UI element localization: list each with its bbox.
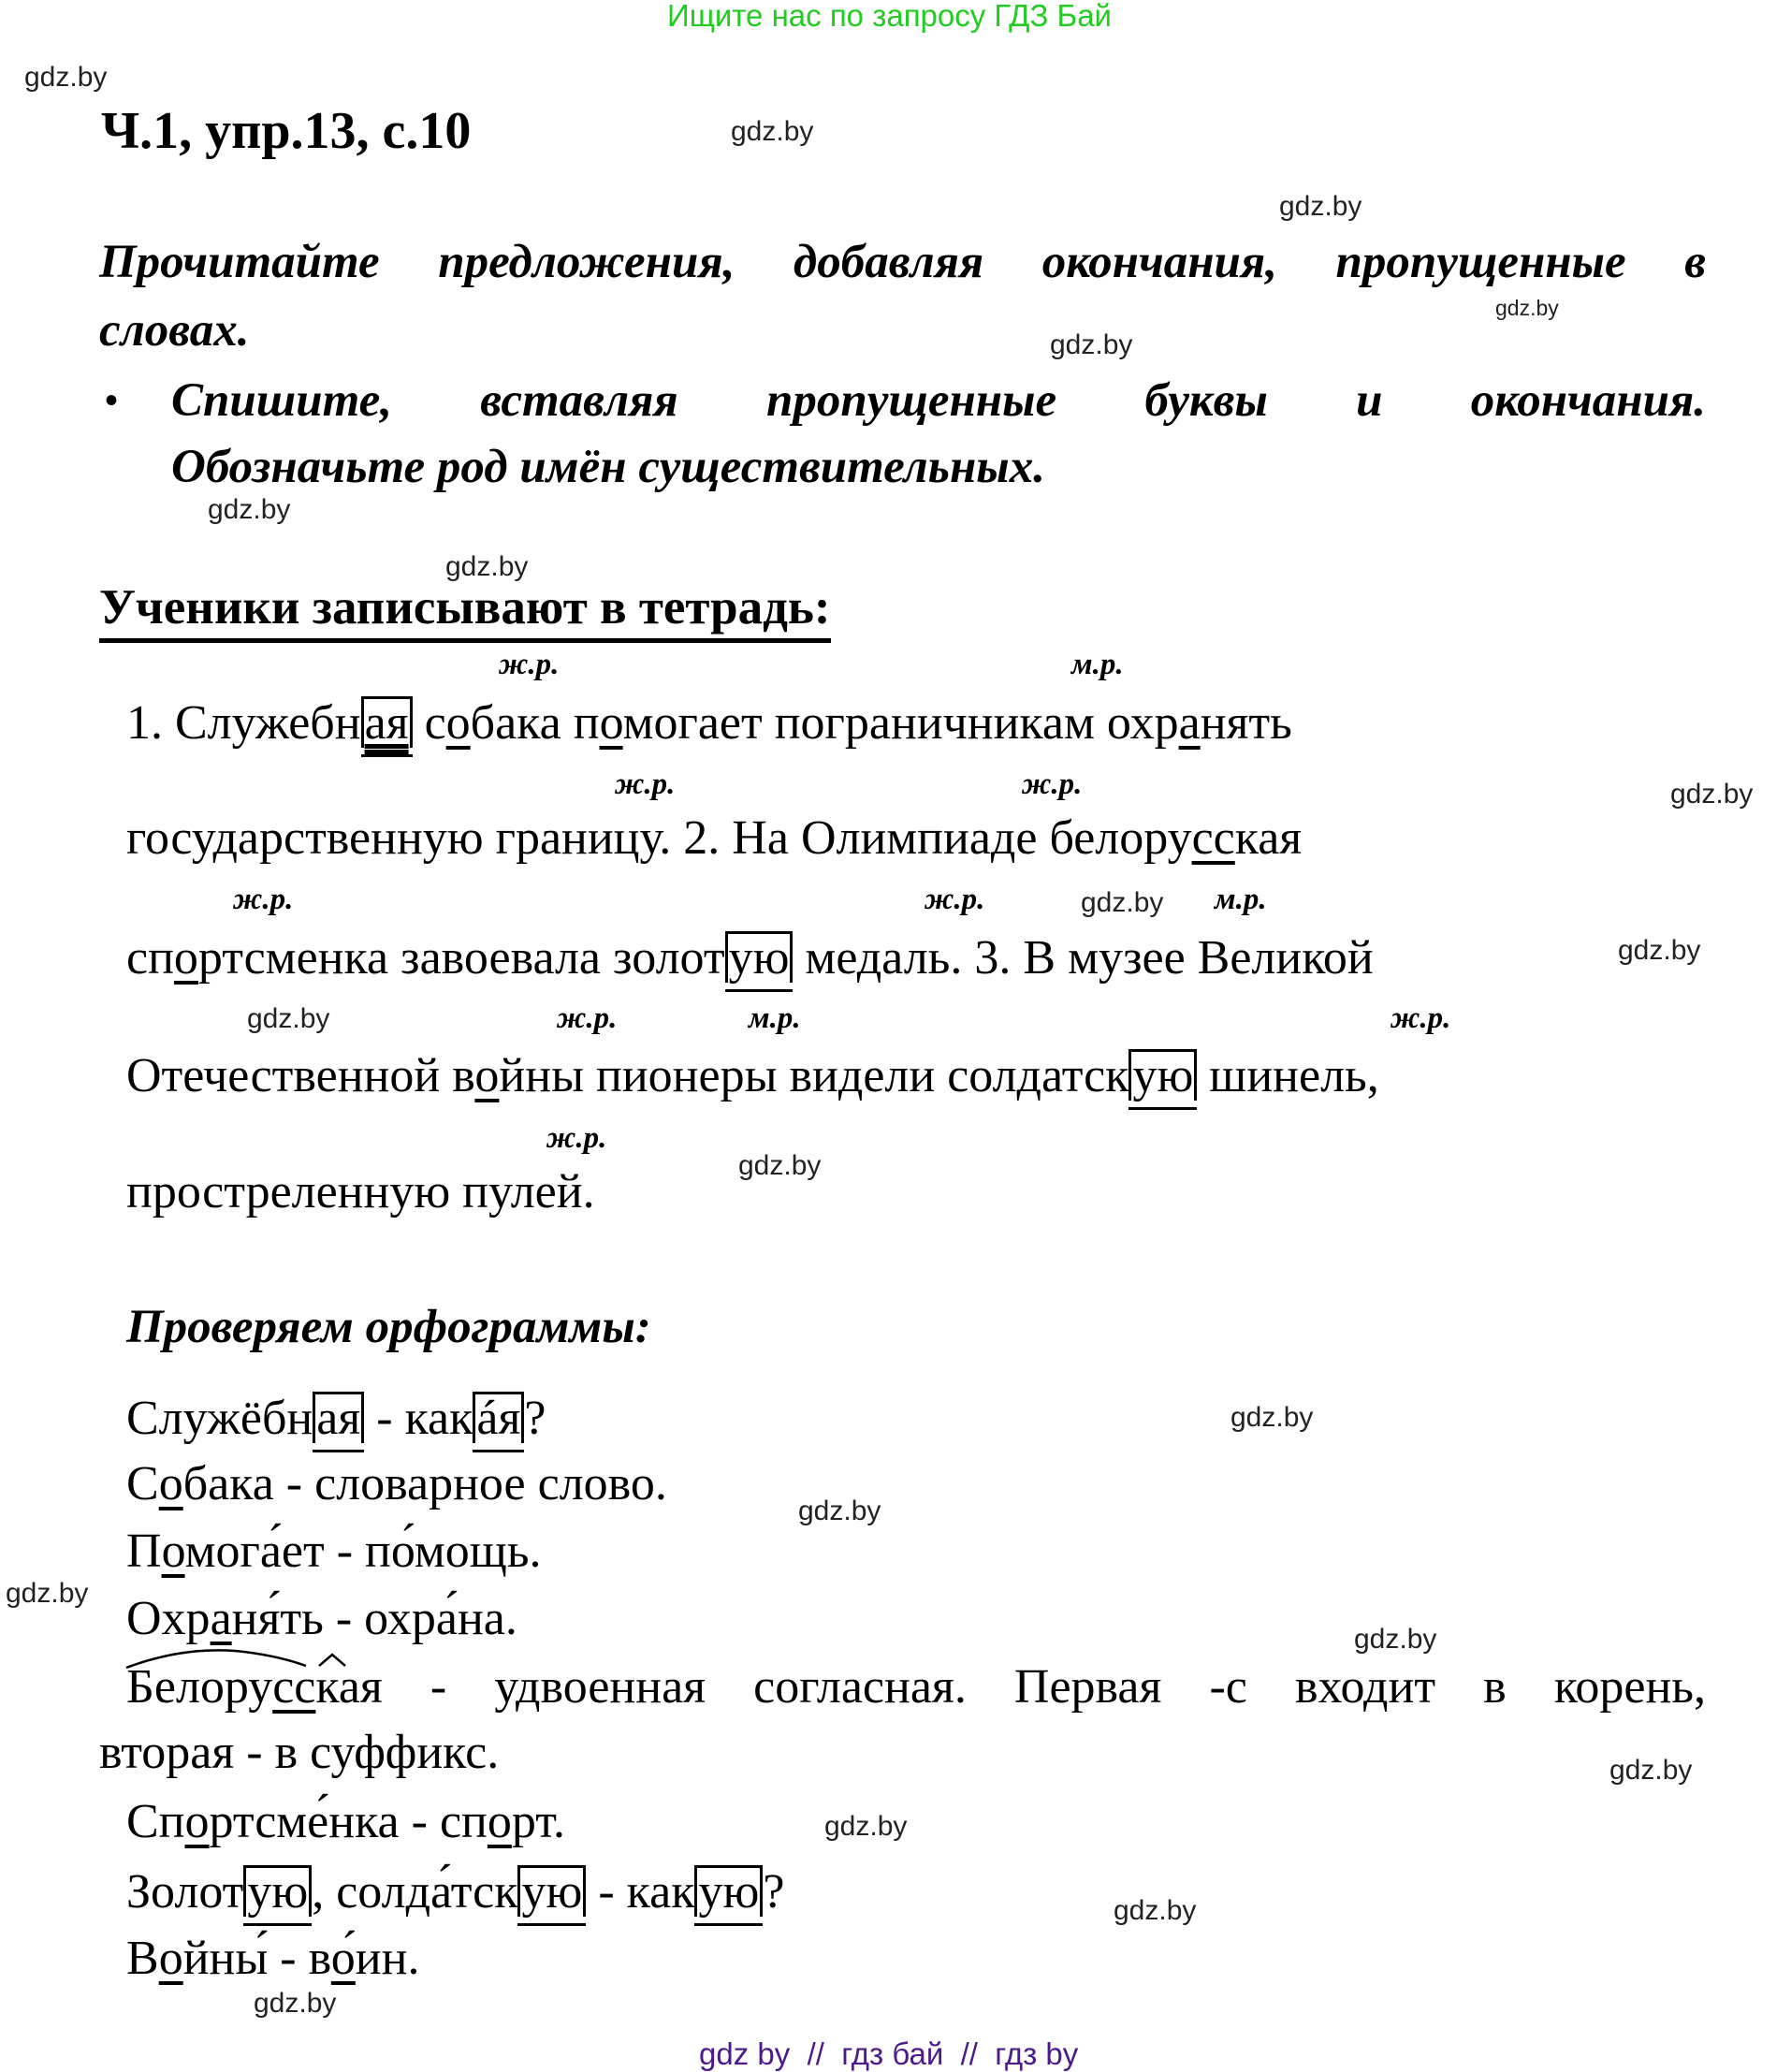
section-heading: Ученики записывают в тетрадь: (99, 583, 831, 643)
check-line: Войны́ - во́ин. (126, 1932, 420, 1985)
watermark: gdz.by (1495, 296, 1559, 320)
check-line: Белорусская - удвоенная согласная. Первая -с входит в корень, (126, 1660, 1706, 1714)
sentence-line: спортсменка завоевала золотую медаль. 3. В музее Великой (126, 931, 1374, 985)
watermark: gdz.by (1081, 887, 1164, 918)
sentence-line: простреленную пулей. (126, 1165, 595, 1218)
watermark: gdz.by (738, 1150, 822, 1181)
watermark: gdz.by (1279, 191, 1362, 222)
watermark: gdz.by (1609, 1755, 1693, 1786)
watermark: gdz.by (1050, 329, 1133, 360)
ending-box: ую (1128, 1049, 1197, 1101)
orthogram-underline: о (173, 931, 198, 985)
sentence-line: Отечественной войны пионеры видели солдатскую шинель, (126, 1049, 1379, 1102)
ending-box: ую (517, 1865, 586, 1917)
orthogram-underline: о (158, 1457, 183, 1510)
instruction-line: Обозначьте род имён существительных. (171, 441, 1045, 493)
instruction-line: Спишите, вставляя пропущенные буквы и окончания. (171, 374, 1706, 427)
check-line: Спортсме́нка - спорт. (126, 1795, 566, 1848)
ending-box: ая (361, 696, 413, 748)
ending-box: ая (313, 1392, 364, 1443)
gender-label: ж.р. (233, 883, 294, 916)
orthogram-underline: а (1178, 696, 1201, 750)
orthogram-underline: о (158, 1932, 183, 1985)
gender-label: м.р. (749, 1001, 801, 1035)
watermark: gdz.by (1354, 1624, 1437, 1655)
watermark: gdz.by (254, 1988, 337, 2019)
orthogram-underline: о (445, 696, 471, 750)
orthogram-underline: сс (1191, 811, 1235, 865)
orthogram-underline: сс (272, 1660, 316, 1714)
watermark: gdz.by (1618, 935, 1701, 966)
gender-label: ж.р. (615, 767, 676, 801)
watermark: gdz.by (798, 1496, 881, 1526)
orthogram-underline: о (599, 696, 623, 750)
check-line: Золотую, солда́тскую - какую? (126, 1865, 785, 1919)
watermark: gdz.by (24, 62, 108, 93)
footer-links: gdz by // гдз бай // гдз by (699, 2036, 1079, 2071)
bullet-icon: • (105, 379, 119, 421)
gender-label: ж.р. (499, 648, 560, 681)
ending-box: áя (473, 1392, 524, 1443)
orthogram-underline: о (474, 1049, 500, 1102)
page-title: Ч.1, упр.13, с.10 (101, 102, 472, 160)
orthogram-underline: о́ (330, 1932, 356, 1985)
watermark: gdz.by (247, 1003, 330, 1034)
watermark: gdz.by (731, 116, 814, 147)
check-line: Собака - словарное слово. (126, 1457, 667, 1510)
orthogram-underline: о (487, 1795, 512, 1848)
instruction-line: словах. (99, 304, 250, 357)
check-line: Помога́ет - по́мощь. (126, 1525, 542, 1578)
search-banner: Ищите нас по запросу ГДЗ Бай (667, 0, 1112, 33)
gender-label: ж.р. (1391, 1001, 1451, 1035)
watermark: gdz.by (445, 551, 529, 582)
gender-label: ж.р. (557, 1001, 618, 1035)
check-line: Охраня́ть - охра́на. (126, 1592, 517, 1645)
instruction-line: Прочитайте предложения, добавляя окончания, пропущенные в (99, 236, 1706, 288)
check-line: Служёбная - какáя? (126, 1392, 546, 1445)
watermark: gdz.by (1670, 779, 1754, 810)
sentence-line: 1. Служебная собака помогает пограничникам охранять (126, 696, 1292, 750)
watermark: gdz.by (6, 1578, 89, 1609)
gender-label: ж.р. (925, 883, 985, 916)
gender-label: ж.р. (546, 1121, 607, 1155)
watermark: gdz.by (1230, 1402, 1314, 1433)
check-heading: Проверяем орфограммы: (126, 1301, 651, 1353)
gender-label: ж.р. (1022, 767, 1083, 801)
orthogram-underline: о (161, 1525, 185, 1578)
orthogram-underline: о (184, 1795, 210, 1848)
gender-label: м.р. (1215, 883, 1267, 916)
watermark: gdz.by (1114, 1895, 1197, 1926)
gender-label: м.р. (1071, 648, 1124, 681)
sentence-line: государственную границу. 2. На Олимпиаде белорусская (126, 811, 1303, 865)
ending-box: ую (694, 1865, 763, 1917)
ending-box: ую (725, 931, 794, 983)
check-line: вторая - в суффикс. (99, 1726, 500, 1779)
orthogram-underline: а (210, 1592, 232, 1645)
ending-box: ую (243, 1865, 312, 1917)
watermark: gdz.by (208, 494, 291, 525)
watermark: gdz.by (824, 1811, 908, 1842)
